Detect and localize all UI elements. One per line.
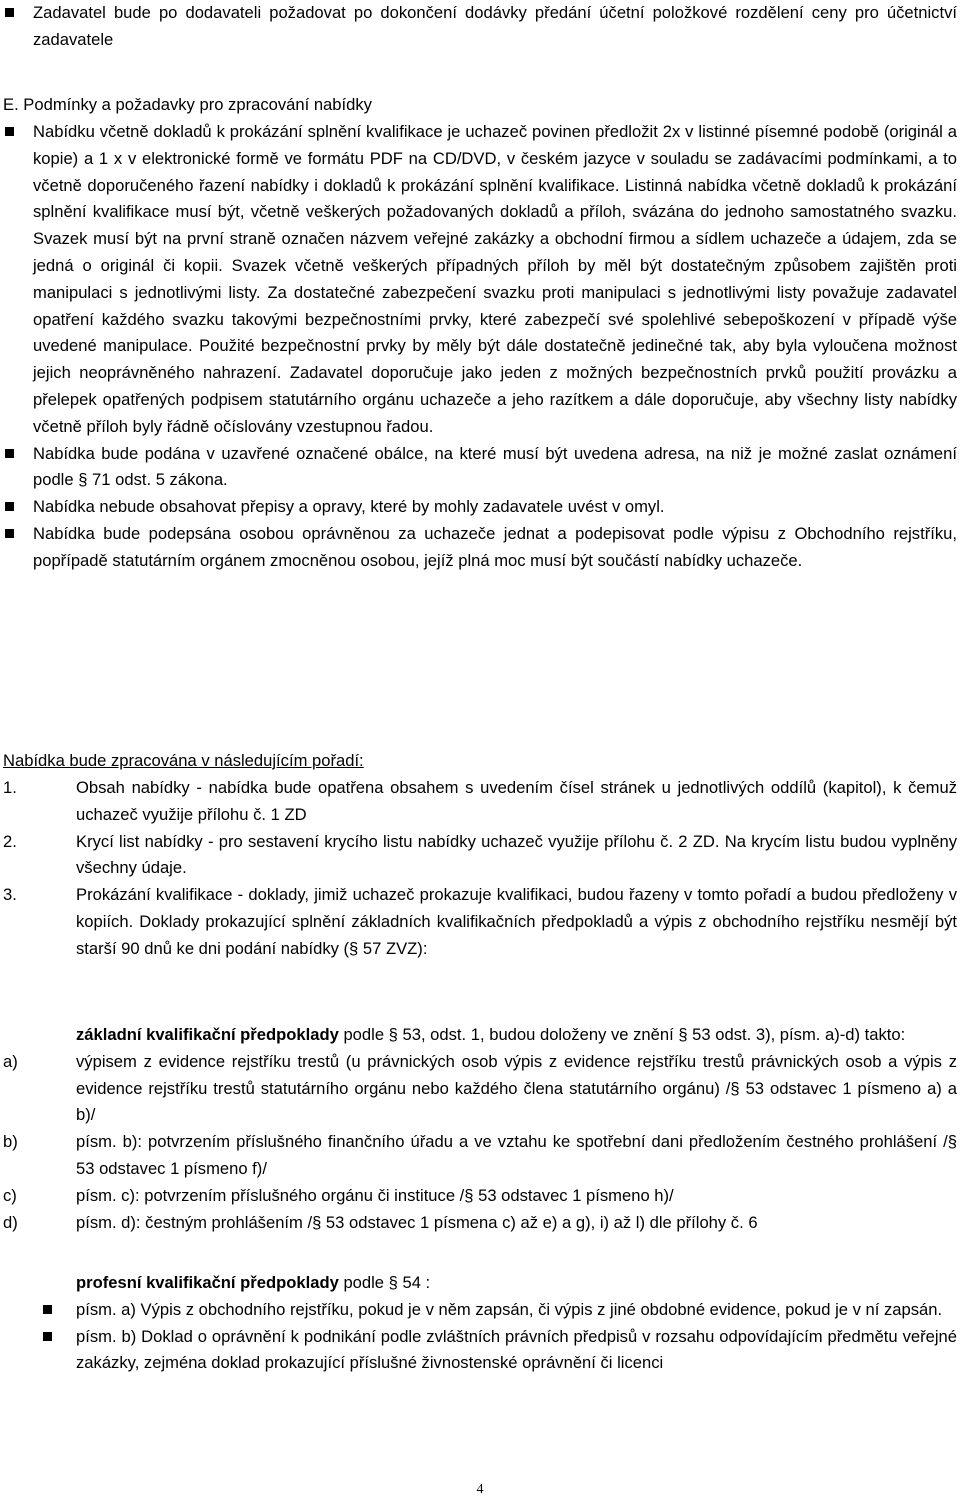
item-label: d): [3, 1212, 18, 1232]
square-bullet-icon: [43, 1305, 52, 1314]
list-item: [0, 1324, 960, 1378]
item-number: 1.: [3, 778, 17, 797]
item-text: výpisem z evidence rejstříku trestů (u právnických osob výpis z evidence rejstříku trestů právnických osob a výpis z evidence rejstříku trestů statutárního orgánu nebo každého člena statutárního orgánu) /§ 53 odstavec 1 písmeno a) a b)/: [76, 1051, 957, 1125]
professional-qualification-heading: [0, 1270, 960, 1297]
order-list: [0, 775, 960, 963]
list-item: [0, 775, 960, 829]
item-text: písm. d): čestným prohlášením /§ 53 odstavec 1 písmena c) až e) a g), i) až l) dle přílohy č. 6: [76, 1212, 758, 1232]
item-text: písm. b): potvrzením příslušného finančního úřadu a ve vztahu ke spotřební dani předložením čestného prohlášení /§ 53 odstavec 1 písmeno f)/: [76, 1132, 957, 1178]
intro-bullet-text: Zadavatel bude po dodavateli požadovat po dokončení dodávky předání účetní položkové rozdělení ceny pro účetnictví zadavatele: [33, 3, 957, 49]
basic-qualification-block: [0, 1022, 960, 1236]
basic-qualification-heading: [0, 1022, 960, 1049]
section-title: E. Podmínky a požadavky pro zpracování nabídky: [3, 95, 372, 114]
list-item: [0, 441, 960, 495]
list-item: [0, 1297, 960, 1324]
square-bullet-icon: [5, 502, 14, 511]
order-heading: [0, 748, 960, 775]
item-text: písm. b) Doklad o oprávnění k podnikání podle zvláštních právních předpisů v rozsahu odpovídajícím předmětu veřejné zakázky, zejména doklad prokazující příslušné živnostenské oprávnění či licenci: [76, 1326, 957, 1373]
prof-heading-rest: podle § 54 :: [338, 1273, 431, 1292]
list-item: [0, 1210, 960, 1237]
page-number: 4: [476, 1482, 484, 1497]
requirements-list: [0, 119, 960, 575]
list-item: [0, 829, 960, 883]
bullet-text: Nabídka bude podepsána osobou oprávněnou za uchazeče jednat a podepisovat podle výpisu z Obchodního rejstříku, popřípadě statutárním orgánem zmocněnou osobou, jejíž plná moc musí být součástí nabídky uchazeče.: [33, 523, 957, 570]
item-number: 2.: [3, 831, 17, 851]
list-item: [0, 1129, 960, 1183]
list-item: [0, 1183, 960, 1210]
item-text: Prokázání kvalifikace - doklady, jimiž uchazeč prokazuje kvalifikaci, budou řazeny v tomto pořadí a budou předloženy v kopiích. Doklady prokazující splnění základních kvalifikačních předpokladů a výpis z obchodního rejstříku nesmějí být starší 90 dnů ke dni podání nabídky (§ 57 ZVZ):: [76, 885, 957, 958]
basic-heading-bold: základní kvalifikační předpoklady: [76, 1025, 339, 1044]
item-label: a): [3, 1051, 18, 1071]
bullet-text: Nabídku včetně dokladů k prokázání splnění kvalifikace je uchazeč povinen předložit 2x v listinné písemné podobě (originál a kopie) a 1 x v elektronické formě ve formátu PDF na CD/DVD, v českém jazyce v souladu se zadávacími podmínkami, a to včetně doporučeného řazení nabídky i dokladů k prokázání splnění kvalifikace. Listinná nabídka včetně dokladů k prokázání splnění kvalifikace musí být, včetně veškerých požadovaných dokladů a příloh, svázána do jednoho samostatného svazku. Svazek musí být na první straně označen názvem veřejné zakázky a obchodní firmou a sídlem uchazeče a údajem, zda se jedná o originál či kopii. Svazek včetně veškerých případných příloh by měl být dostatečným způsobem zajištěn proti manipulaci s jednotlivými listy. Za dostatečné zabezpečení svazku proti manipulaci s jednotlivými listy považuje zadavatel opatření každého svazku takovými bezpečnostními prvky, které zabezpečí své spolehlivé sebepoškození v případě výše uvedené manipulace. Použité bezpečnostní prvky by měly být dále dostatečně jedinečné tak, aby byla vyloučena možnost jejich neoprávněného nahrazení. Zadavatel doporučuje jako jeden z možných bezpečnostních prvků použití provázku a přelepek opatřených podpisem statutárního orgánu uchazeče a jeho razítkem a dále doporučuje, aby všechny listy nabídky včetně příloh byly řádně očíslovány vzestupnou řadou.: [33, 122, 957, 436]
item-text: Obsah nabídky - nabídka bude opatřena obsahem s uvedením čísel stránek u jednotlivých oddílů (kapitol), k čemuž uchazeč využije přílohu č. 1 ZD: [76, 778, 957, 824]
professional-qualification-block: [0, 1270, 960, 1377]
item-label: c): [3, 1185, 17, 1205]
item-text: písm. c): potvrzením příslušného orgánu či instituce /§ 53 odstavec 1 písmeno h)/: [76, 1185, 674, 1205]
basic-heading-rest: podle § 53, odst. 1, budou doloženy ve znění § 53 odst. 3), písm. a)-d) takto:: [338, 1025, 906, 1044]
intro-bullet-block: [0, 0, 960, 54]
order-heading-text: Nabídka bude zpracována v následujícím pořadí:: [3, 751, 364, 770]
bullet-text: Nabídka nebude obsahovat přepisy a opravy, které by mohly zadavatele uvést v omyl.: [33, 497, 665, 517]
square-bullet-icon: [5, 127, 14, 136]
item-label: b): [3, 1132, 18, 1152]
list-item: [0, 882, 960, 962]
list-item: [0, 1049, 960, 1129]
list-item: [0, 0, 960, 54]
item-number: 3.: [3, 885, 17, 905]
square-bullet-icon: [43, 1332, 52, 1341]
item-text: Krycí list nabídky - pro sestavení krycího listu nabídky uchazeč využije přílohu č. 2 ZD. Na krycím listu budou vyplněny všechny údaje.: [76, 831, 957, 878]
square-bullet-icon: [5, 529, 14, 538]
list-item: [0, 521, 960, 575]
prof-heading-bold: profesní kvalifikační předpoklady: [76, 1273, 339, 1292]
square-bullet-icon: [5, 449, 14, 458]
item-text: písm. a) Výpis z obchodního rejstříku, pokud je v něm zapsán, či výpis z jiné obdobné evidence, pokud je v ní zapsán.: [76, 1299, 943, 1319]
square-bullet-icon: [5, 8, 14, 17]
bullet-text: Nabídka bude podána v uzavřené označené obálce, na které musí být uvedena adresa, na niž je možné zaslat oznámení podle § 71 odst. 5 zákona.: [33, 443, 957, 490]
list-item: [0, 494, 960, 521]
list-item: [0, 119, 960, 441]
